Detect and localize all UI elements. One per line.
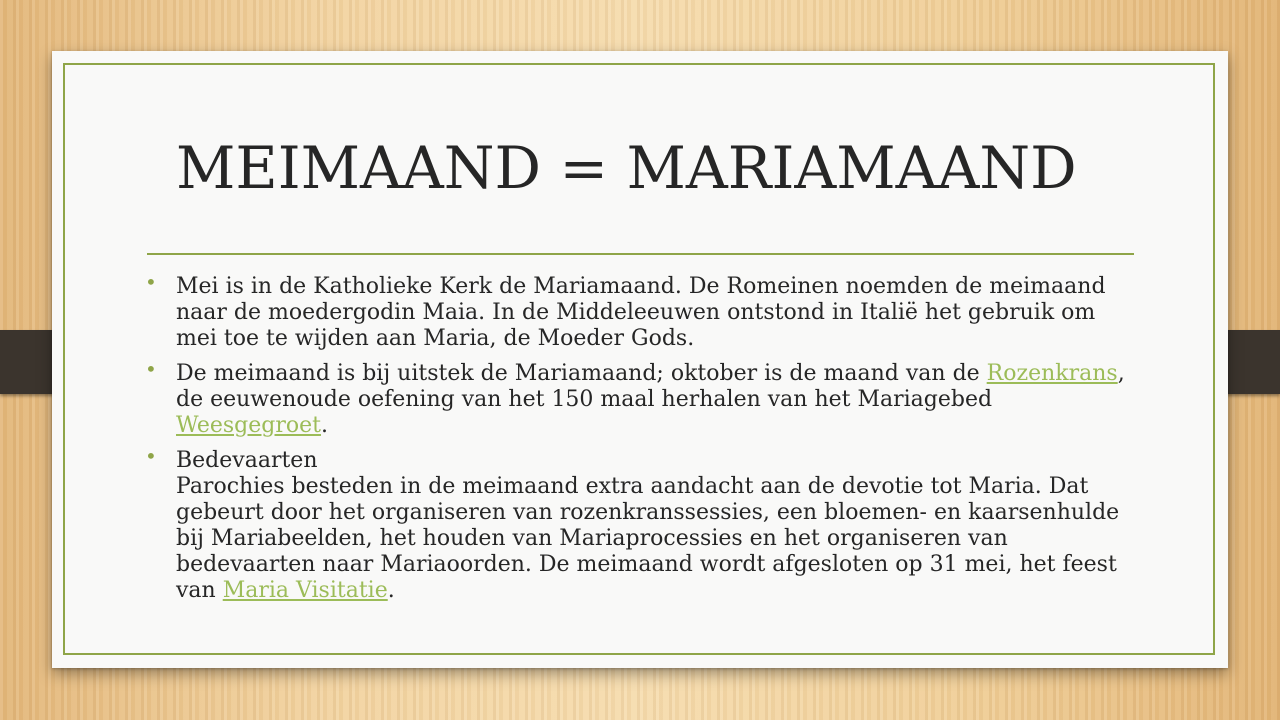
bullet-dot-icon: • (145, 444, 157, 468)
bullet-list (145, 270, 1136, 613)
bullet-dot-icon: • (145, 357, 157, 381)
maria-visitatie-link[interactable]: Maria Visitatie (222, 578, 388, 603)
bullet-text-1: Mei is in de Katholieke Kerk de Mariamaand. De Romeinen noemden de meimaand naar de moedergodin Maia. In de Middeleeuwen ontstond in Italië het gebruik om mei toe te wijden aan Maria, de Moeder Gods. (176, 274, 1106, 351)
bullet-dot-icon: • (145, 270, 157, 294)
bullet-text-3-post: . (387, 578, 395, 603)
bullet-text-3-pre: Parochies besteden in de meimaand extra aandacht aan de devotie tot Maria. Dat gebeurt door het organiseren van rozenkranssessies, een bloemen- en kaarsenhulde bij Mariabeelden, het houden van Mariaprocessies en het organiseren van bedevaarten naar Mariaoorden. De meimaand wordt afgesloten op 31 mei, het feest van (176, 474, 1120, 603)
bullet-text-2-pre: De meimaand is bij uitstek de Mariamaand; oktober is de maand van de (176, 361, 987, 386)
weesgegroet-link[interactable]: Weesgegroet (176, 413, 321, 438)
slide-card (52, 51, 1228, 668)
bullet-text-2-post: . (320, 413, 328, 438)
bullet-item-2 (145, 357, 1136, 439)
bullet-item-3 (145, 444, 1136, 604)
bullet-text-2-mid: , de eeuwenoude oefening van het 150 maal herhalen van het Mariagebed (176, 361, 1125, 412)
rozenkrans-link[interactable]: Rozenkrans (986, 361, 1118, 386)
bullet-item-1 (145, 270, 1136, 352)
title-divider (147, 253, 1134, 255)
slide-title: MEIMAAND = MARIAMAAND (176, 134, 1077, 202)
bullet-heading-bedevaarten: Bedevaarten (176, 448, 318, 473)
